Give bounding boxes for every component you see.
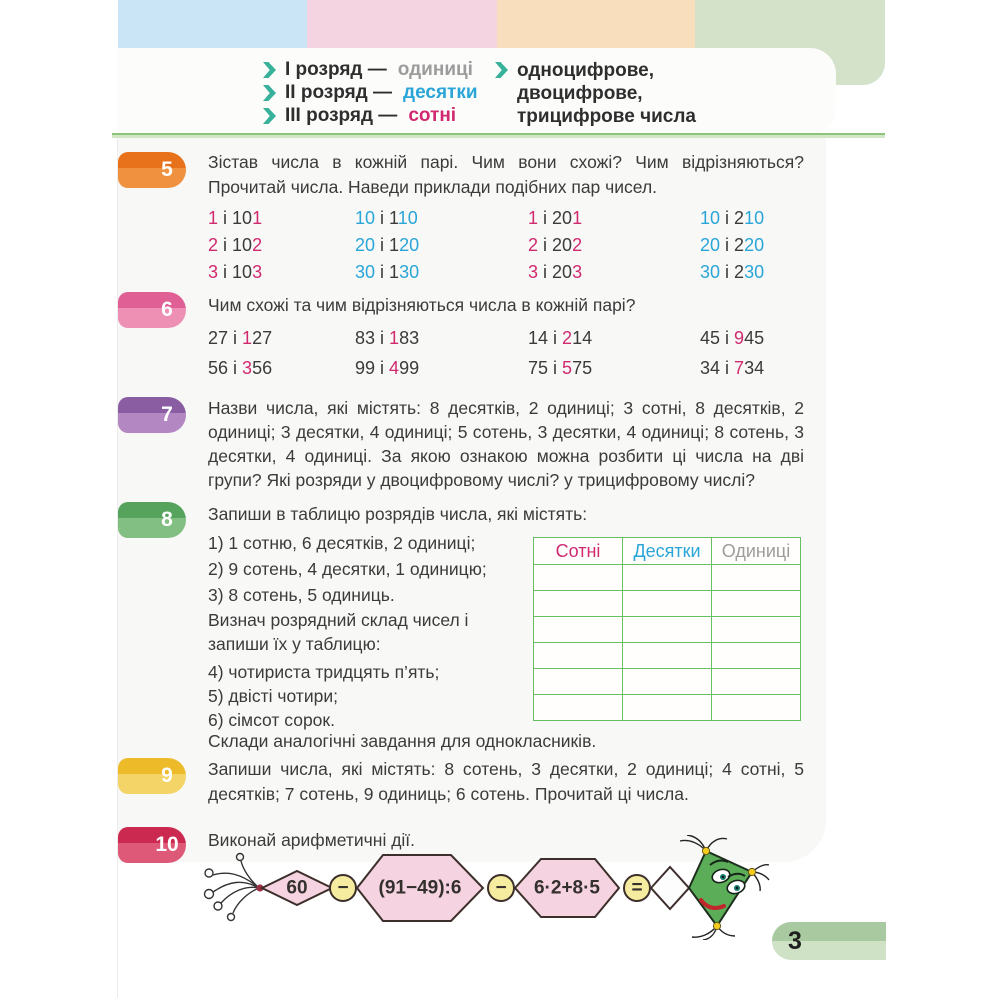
task-6-text: Чим схожі та чим відрізняються числа в кожній парі? — [208, 295, 636, 315]
number-pair: 3 і 203 — [528, 262, 583, 282]
table-row — [534, 565, 801, 591]
table-cell — [534, 591, 623, 617]
task-number: 5 — [161, 158, 173, 181]
operator-1-label: − — [337, 877, 349, 899]
page-number: 3 — [788, 927, 802, 955]
legend-row-tens — [263, 81, 478, 105]
legend-row-hundreds — [263, 104, 456, 128]
number-pair: 10 і 210 — [700, 208, 765, 228]
task-5-text: Зістав числа в кожній парі. Чим вони схожі? Чим відрізняються? Прочитай числа. Наведи приклади подібних пар чисел. — [208, 152, 804, 197]
task-number: 9 — [161, 764, 173, 787]
decor-strip-blue — [118, 0, 307, 50]
task-number: 8 — [161, 508, 173, 531]
number-pair: 2 і 102 — [208, 235, 263, 255]
chevron-icon — [263, 108, 276, 124]
table-cell — [534, 695, 623, 721]
table-cell — [712, 695, 801, 721]
table-cell — [534, 669, 623, 695]
place-value-table — [533, 537, 801, 721]
table-cell — [712, 565, 801, 591]
column-header-units: Одиниці — [712, 538, 801, 565]
legend-term-tens: десятки — [403, 82, 478, 103]
table-cell — [534, 617, 623, 643]
table-cell — [534, 565, 623, 591]
legend-label: ІІ розряд — — [285, 82, 393, 103]
chevron-icon — [495, 62, 508, 78]
number-pair: 56 і 356 — [208, 358, 273, 378]
operator-3-label: = — [631, 877, 643, 899]
chevron-icon — [263, 62, 276, 78]
list-item: 2) 9 сотень, 4 десятки, 1 одиницю; — [208, 559, 487, 579]
task-8-outro: Склади аналогічні завдання для однокласників. — [208, 731, 597, 751]
task-number: 6 — [161, 298, 173, 321]
table-cell — [534, 643, 623, 669]
table-row — [534, 643, 801, 669]
number-pair: 45 і 945 — [700, 328, 765, 348]
number-pair: 30 і 230 — [700, 262, 765, 282]
number-pair: 14 і 214 — [528, 328, 593, 348]
kite-character-icon — [680, 835, 769, 940]
column-header-hundreds: Сотні — [534, 538, 623, 565]
list-item: 1) 1 сотню, 6 десятків, 2 одиниці; — [208, 533, 476, 553]
number-pair: 30 і 130 — [355, 262, 420, 282]
decor-strip-orange — [497, 0, 695, 50]
table-cell — [623, 669, 712, 695]
task-6-badge — [118, 292, 186, 328]
column-header-tens: Десятки — [623, 538, 712, 565]
chevron-icon — [263, 85, 276, 101]
page-number-pill — [772, 922, 886, 960]
table-row — [534, 669, 801, 695]
number-pair: 27 і 127 — [208, 328, 273, 348]
table-cell — [712, 617, 801, 643]
legend-label: ІІІ розряд — — [285, 105, 398, 126]
page-edge-line — [117, 138, 118, 998]
answer-diamond — [651, 867, 689, 909]
number-pair: 99 і 499 — [355, 358, 420, 378]
legend-line: двоцифрове, — [517, 83, 643, 104]
number-pair: 3 і 103 — [208, 262, 263, 282]
task-8-badge — [118, 502, 186, 538]
list-item: 5) двісті чотири; — [208, 686, 338, 706]
chain-node-3-label: 6·2+8·5 — [533, 877, 601, 899]
decor-strip-pink — [307, 0, 497, 50]
task-number: 10 — [155, 833, 179, 856]
table-header-row — [534, 538, 801, 565]
table-cell — [623, 643, 712, 669]
task-5-badge — [118, 152, 186, 188]
task-10-badge — [118, 827, 186, 863]
number-pair: 1 і 201 — [528, 208, 583, 228]
table-row — [534, 695, 801, 721]
list-item: 6) сімсот сорок. — [208, 710, 335, 730]
table-cell — [623, 565, 712, 591]
operator-2-label: − — [495, 877, 507, 899]
task-number: 7 — [161, 403, 173, 426]
number-pair: 10 і 110 — [355, 208, 418, 228]
number-pair: 1 і 101 — [208, 208, 263, 228]
number-pair: 20 і 220 — [700, 235, 765, 255]
number-pair: 75 і 575 — [528, 358, 593, 378]
legend-term-hundreds: сотні — [408, 105, 457, 126]
table-cell — [712, 591, 801, 617]
table-cell — [623, 591, 712, 617]
chain-tail-icon — [205, 854, 260, 921]
number-pair: 20 і 120 — [355, 235, 420, 255]
legend-panel — [118, 48, 836, 134]
task-8-intro: Запиши в таблицю розрядів числа, які містять: — [208, 504, 588, 524]
table-cell — [712, 643, 801, 669]
number-pair: 34 і 734 — [700, 358, 765, 378]
table-cell — [623, 695, 712, 721]
list-item: 3) 8 сотень, 5 одиниць. — [208, 585, 395, 605]
task-10-text: Виконай арифметичні дії. — [208, 830, 416, 850]
list-item: 4) чотириста тридцять п’ять; — [208, 662, 440, 682]
table-row — [534, 617, 801, 643]
table-cell — [712, 669, 801, 695]
legend-line: одноцифрове, — [517, 60, 654, 81]
task-7-badge — [118, 397, 186, 433]
legend-line: трицифрове числа — [517, 106, 696, 127]
legend-number-types — [495, 59, 696, 128]
number-pair: 2 і 202 — [528, 235, 583, 255]
task-7-text: Назви числа, які містять: 8 десятків, 2 одиниці; 3 сотні, 8 десятків, 2 одиниці; 3 десятки, 4 одиниці; 5 сотень, 3 десятки, 4 одиниці; 8 сотень, 3 десятки, 4 одиниці. За якою ознакою можна розбити ці числа на дві групи? Які розряди у двоцифровому числі? у трицифровому числі? — [208, 398, 804, 490]
legend-term-units: одиниці — [397, 59, 473, 80]
task-9-text: Запиши числа, які містять: 8 сотень, 3 десятки, 2 одиниці; 4 сотні, 5 десятків; 7 сотень, 9 одиниць; 6 сотень. Прочитай ці числа. — [208, 759, 804, 804]
legend-label: І розряд — — [285, 59, 387, 80]
table-row — [534, 591, 801, 617]
arithmetic-chain — [185, 835, 770, 940]
task-8-items-2 — [208, 660, 439, 732]
chain-node-2-label: (91−49):6 — [378, 877, 462, 899]
legend-row-units — [263, 58, 473, 82]
task-8-mid: Визнач розрядний склад чисел і запиши їх у таблицю: — [208, 610, 469, 654]
task-8-items-1 — [208, 530, 487, 608]
task-9-badge — [118, 758, 186, 794]
number-pair: 83 і 183 — [355, 328, 420, 348]
chain-node-1-label: 60 — [286, 877, 308, 899]
table-cell — [623, 617, 712, 643]
